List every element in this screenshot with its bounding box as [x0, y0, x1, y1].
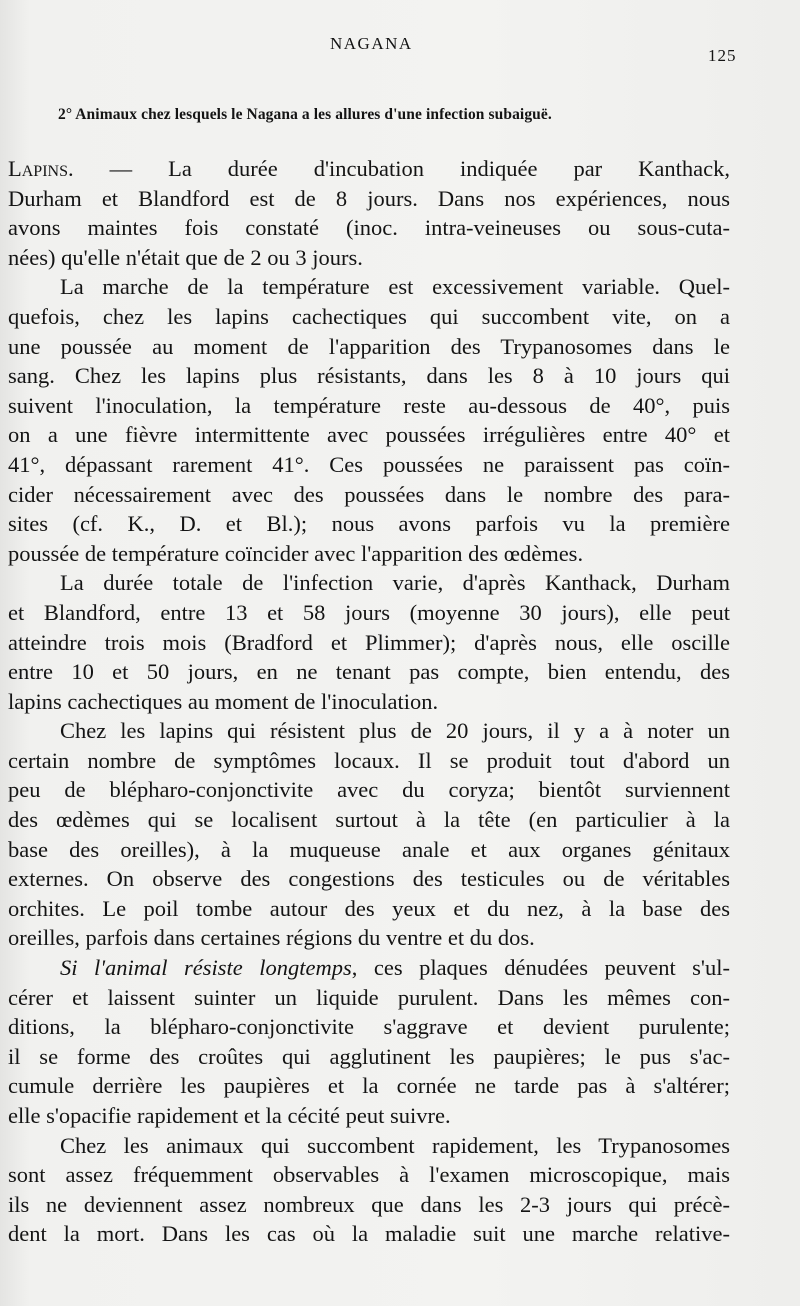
italic-phrase: Si l'animal résiste longtemps [60, 955, 352, 981]
line-text: La durée totale de l'infection varie, d'après Kanthack, Durham [60, 570, 730, 596]
line-text: certain nombre de symptômes locaux. Il se produit tout d'abord un [8, 747, 730, 773]
line-text: on a une fièvre intermittente avec poussées irrégulières entre 40° et [8, 422, 730, 448]
line-text: Chez les lapins qui résistent plus de 20 jours, il y a à noter un [60, 718, 730, 744]
line-text: sont assez fréquemment observables à l'examen microscopique, mais [8, 1162, 730, 1188]
text-line [8, 1042, 730, 1072]
text-line [8, 953, 730, 983]
text-line [8, 657, 730, 687]
text-line [8, 509, 730, 539]
text-line [8, 716, 730, 746]
text-line [8, 361, 730, 391]
text-line [8, 213, 730, 243]
text-line [8, 480, 730, 510]
line-text: Durham et Blandford est de 8 jours. Dans nos expériences, nous [8, 185, 730, 211]
line-text: , ces plaques dénudées peuvent s'ul- [351, 955, 730, 981]
line-text: une poussée au moment de l'apparition des Trypanosomes dans le [8, 333, 730, 359]
running-title: NAGANA [330, 34, 413, 53]
line-text: avons maintes fois constaté (inoc. intra-veineuses ou sous-cuta- [8, 215, 730, 241]
line-text: et Blandford, entre 13 et 58 jours (moyenne 30 jours), elle peut [8, 599, 730, 625]
line-text: Chez les animaux qui succombent rapidement, les Trypanosomes [60, 1132, 730, 1158]
line-text: entre 10 et 50 jours, en ne tenant pas compte, bien entendu, des [8, 659, 730, 685]
line-text: nées) qu'elle n'était que de 2 ou 3 jours. [8, 244, 363, 270]
text-line [8, 154, 730, 184]
text-line [8, 1219, 730, 1249]
text-line [8, 1131, 730, 1161]
line-text: orchites. Le poil tombe autour des yeux et du nez, à la base des [8, 895, 730, 921]
text-line [8, 1071, 730, 1101]
text-line [8, 864, 730, 894]
text-line [8, 332, 730, 362]
line-text: poussée de température coïncider avec l'apparition des œdèmes. [8, 540, 584, 566]
text-line [8, 420, 730, 450]
line-text: ils ne deviennent assez nombreux que dans les 2-3 jours qui précè- [8, 1191, 730, 1217]
line-text: ditions, la blépharo-conjonctivite s'aggrave et devient purulente; [8, 1014, 730, 1040]
line-text: La marche de la température est excessivement variable. Quel- [60, 274, 730, 300]
line-text: oreilles, parfois dans certaines régions du ventre et du dos. [8, 925, 535, 951]
text-line [8, 539, 730, 569]
text-line [8, 923, 730, 953]
text-line [8, 1160, 730, 1190]
subsection-heading: 2° Animaux chez lesquels le Nagana a les allures d'une infection subaiguë. [58, 106, 552, 123]
text-line [8, 628, 730, 658]
line-text: sang. Chez les lapins plus résistants, dans les 8 à 10 jours qui [8, 363, 730, 389]
line-text: — La durée d'incubation indiquée par Kanthack, [73, 156, 730, 181]
text-line [8, 805, 730, 835]
line-text: peu de blépharo-conjonctivite avec du coryza; bientôt surviennent [8, 777, 730, 803]
body-text [8, 154, 730, 1249]
line-text: lapins cachectiques au moment de l'inoculation. [8, 688, 439, 714]
text-line [8, 272, 730, 302]
text-line [8, 568, 730, 598]
line-text: elle s'opacifie rapidement et la cécité peut suivre. [8, 1103, 451, 1128]
text-line [8, 391, 730, 421]
line-text: atteindre trois mois (Bradford et Plimmer); d'après nous, elle oscille [8, 629, 730, 655]
text-line [8, 835, 730, 865]
text-line [8, 243, 730, 273]
text-line [8, 746, 730, 776]
text-line [8, 1101, 730, 1131]
line-text: base des oreilles), à la muqueuse anale et aux organes génitaux [8, 836, 730, 862]
page-number: 125 [708, 46, 737, 65]
line-text: des œdèmes qui se localisent surtout à la tête (en particulier à la [8, 807, 730, 833]
text-line [8, 1190, 730, 1220]
line-text: cumule derrière les paupières et la cornée ne tarde pas à s'altérer; [8, 1073, 730, 1099]
line-text: sites (cf. K., D. et Bl.); nous avons parfois vu la première [8, 511, 730, 537]
text-line [8, 983, 730, 1013]
line-text: cider nécessairement avec des poussées dans le nombre des para- [8, 481, 730, 507]
line-text: 41°, dépassant rarement 41°. Ces poussées ne paraissent pas coïn- [8, 451, 730, 477]
line-text: externes. On observe des congestions des testicules ou de véritables [8, 866, 730, 892]
line-text: il se forme des croûtes qui agglutinent les paupières; le pus s'ac- [8, 1043, 730, 1069]
line-text: quefois, chez les lapins cachectiques qui succombent vite, on a [8, 303, 730, 329]
text-line [8, 687, 730, 717]
text-line [8, 894, 730, 924]
text-line [8, 450, 730, 480]
text-line [8, 184, 730, 214]
line-text: cérer et laissent suinter un liquide purulent. Dans les mêmes con- [8, 984, 730, 1010]
page-header [0, 28, 800, 68]
line-text: suivent l'inoculation, la température reste au-dessous de 40°, puis [8, 392, 730, 418]
text-line [8, 598, 730, 628]
text-line [8, 775, 730, 805]
run-in-heading: Lapins. [8, 156, 74, 181]
text-line [8, 302, 730, 332]
line-text: dent la mort. Dans les cas où la maladie suit une marche relative- [8, 1221, 730, 1247]
text-line [8, 1012, 730, 1042]
